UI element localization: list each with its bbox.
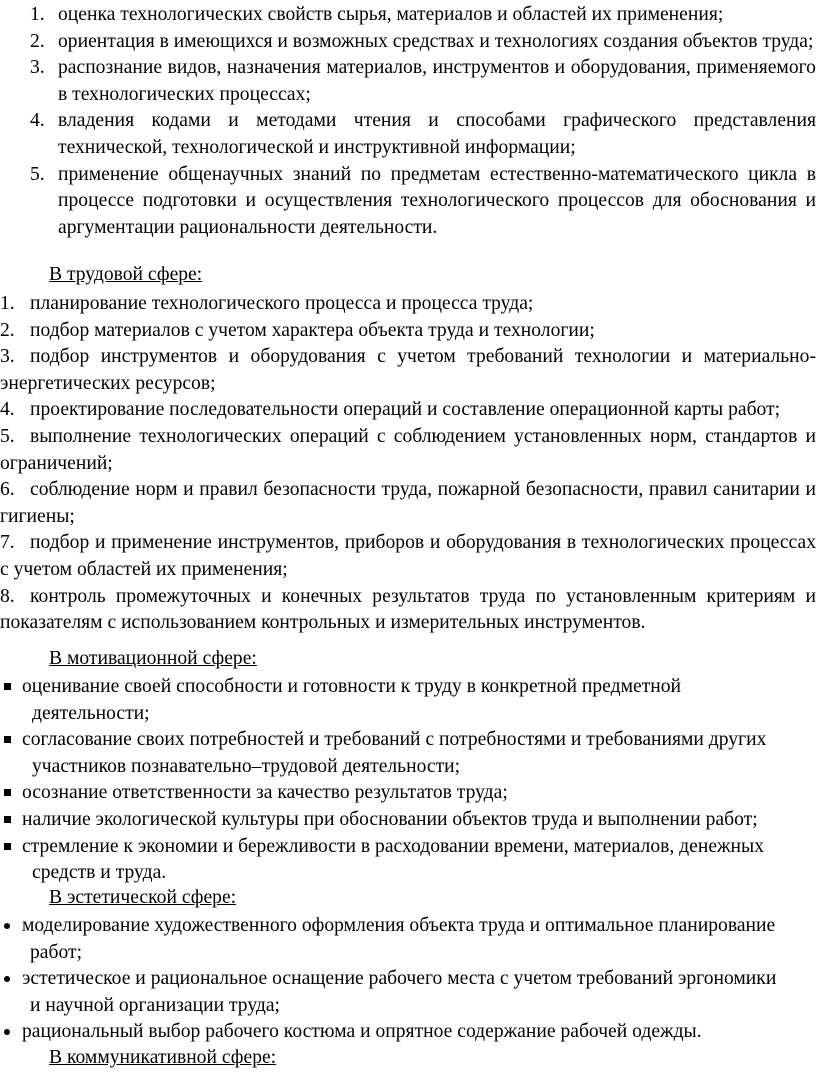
list-item-text: согласование своих потребностей и требований с потребностями и требованиями других: [22, 729, 767, 751]
square-bullet-icon: [0, 834, 22, 887]
list-item-text: выполнение технологических операций с соблюдением установленных норм, стандартов и: [30, 425, 816, 447]
list-item-text: применяемого в технологических процессах;: [58, 57, 816, 105]
square-bullet-icon: [0, 780, 22, 807]
list-item: [0, 344, 816, 397]
list-item-text: деятельности;: [32, 702, 150, 724]
list-item: [0, 834, 816, 887]
round-bullet-icon: [0, 966, 22, 1019]
list-item-text: и гигиены;: [0, 479, 816, 527]
square-bullet-icon: [0, 727, 22, 780]
list-item-text: участников познавательно–трудовой деятельности;: [32, 755, 461, 777]
list-item-text: показателям с использованием контрольных и измерительных инструментов.: [0, 612, 646, 634]
knowledge-list: [30, 2, 816, 241]
list-item: [0, 1019, 816, 1046]
list-item-text: энергетических ресурсов;: [0, 372, 216, 394]
list-item: [30, 162, 816, 242]
motivation-list: [0, 674, 816, 887]
round-bullet-icon: [0, 1019, 22, 1046]
list-item-text: процессах с учетом областей их применения;: [0, 532, 816, 580]
list-item-number: 3.: [0, 346, 15, 368]
list-item: [30, 2, 816, 29]
list-item-text: подбор материалов с учетом характера объекта труда и технологии;: [30, 319, 595, 341]
list-item-text: эстетическое и рациональное оснащение рабочего места с учетом требований эргономики: [22, 968, 777, 990]
list-item-text: осознание ответственности за качество результатов труда;: [22, 782, 508, 804]
list-item-number: 4.: [0, 399, 15, 421]
aesthetic-list: [0, 913, 816, 1046]
list-item-text: проектирование последовательности операций и составление операционной карты работ;: [30, 399, 781, 421]
list-item: [0, 584, 816, 637]
list-item-text: подбор и применение инструментов, приборов и оборудования в технологических: [30, 532, 725, 554]
list-item-text: наличие экологической культуры при обосновании объектов труда и выполнении работ;: [22, 808, 758, 830]
list-item-number: 5.: [0, 425, 15, 447]
list-item-number: 8.: [0, 585, 15, 607]
list-item: [30, 55, 816, 108]
list-item-number: 5.: [30, 163, 45, 185]
list-item: [0, 913, 816, 966]
list-item: [0, 530, 816, 583]
list-item-text: работ;: [30, 941, 83, 963]
list-item-text: распознание видов, назначения материалов, инструментов и оборудования,: [58, 57, 691, 79]
list-item: [0, 477, 816, 530]
list-item: [0, 674, 816, 727]
list-item-text: контроль промежуточных и конечных результатов труда по установленным критериям и: [30, 585, 816, 607]
list-item-number: 7.: [0, 532, 15, 554]
list-item-number: 4.: [30, 110, 45, 132]
square-bullet-icon: [0, 807, 22, 834]
list-item-number: 3.: [30, 57, 45, 79]
list-item-text: средств и труда.: [32, 862, 167, 884]
list-item-text: ориентация в имеющихся и возможных средствах и технологиях создания объектов: [58, 30, 758, 52]
section-heading-labor: В трудовой сфере:: [49, 264, 203, 285]
list-item-text: ограничений;: [0, 452, 113, 474]
list-item-text: аргументации рациональности деятельности.: [58, 216, 438, 238]
list-item-text: оценка технологических свойств сырья, материалов и областей их применения;: [58, 4, 724, 25]
list-item-number: 1.: [0, 293, 15, 314]
list-item-text: соблюдение норм и правил безопасности труда, пожарной безопасности, правил санитарии: [30, 479, 800, 501]
list-item: [0, 807, 816, 834]
list-item: [0, 291, 816, 318]
list-item-text: труда;: [762, 30, 814, 52]
list-item: [0, 318, 816, 345]
list-item-text: и научной организации труда;: [30, 994, 280, 1016]
list-item-text: планирование технологического процесса и процесса труда;: [30, 293, 534, 314]
list-item-text: рациональный выбор рабочего костюма и опрятное содержание рабочей одежды.: [22, 1021, 702, 1043]
list-item: [0, 727, 816, 780]
list-item: [0, 780, 816, 807]
list-item-number: 1.: [30, 4, 45, 25]
list-item: [30, 29, 816, 56]
list-item-number: 6.: [0, 479, 15, 501]
list-item-number: 2.: [30, 30, 45, 52]
list-item: [0, 424, 816, 477]
list-item-text: стремление к экономии и бережливости в расходовании времени, материалов, денежных: [22, 835, 764, 857]
list-item-text: моделирование художественного оформления объекта труда и оптимальное планирование: [22, 915, 776, 936]
list-item: [0, 966, 816, 1019]
list-item: [30, 108, 816, 161]
round-bullet-icon: [0, 913, 22, 966]
labor-list: [0, 291, 816, 637]
section-heading-aesthetic: В эстетической сфере:: [49, 887, 237, 908]
list-item-text: процессе подготовки и осуществления технологического процессов для обоснования и: [58, 190, 816, 212]
list-item-text: оценивание своей способности и готовности к труду в конкретной предметной: [22, 676, 682, 697]
square-bullet-icon: [0, 674, 22, 727]
section-heading-communicative: В коммуникативной сфере:: [49, 1047, 277, 1068]
list-item-text: технической, технологической и инструктивной информации;: [58, 136, 576, 158]
list-item-text: владения кодами и методами чтения и способами графического представления: [58, 110, 816, 132]
section-heading-motivation: В мотивационной сфере:: [49, 648, 257, 669]
list-item-number: 2.: [0, 319, 15, 341]
list-item: [0, 397, 816, 424]
list-item-text: подбор инструментов и оборудования с учетом требований технологии и материально-: [30, 346, 816, 368]
list-item-text: применение общенаучных знаний по предметам естественно-математического цикла в: [58, 163, 816, 185]
